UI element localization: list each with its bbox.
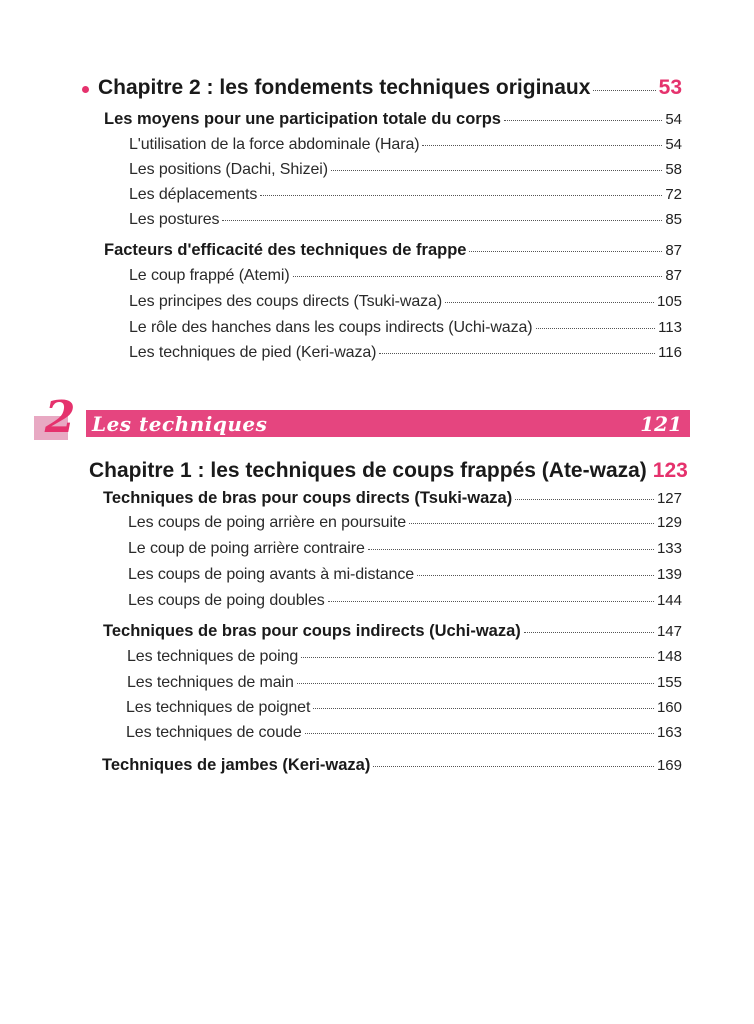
entry-title: Le coup de poing arrière contraire	[128, 540, 365, 557]
entry-page: 85	[665, 211, 682, 228]
toc-entry[interactable]	[128, 540, 682, 558]
toc-entry[interactable]	[129, 319, 682, 337]
section-page: 127	[656, 490, 682, 507]
entry-page: 144	[656, 592, 682, 609]
section-page: 54	[665, 111, 682, 128]
leader-dots	[313, 708, 654, 709]
leader-dots	[504, 120, 662, 121]
leader-dots	[373, 766, 654, 767]
entry-title: Les techniques de pied (Keri-waza)	[129, 344, 377, 361]
toc-entry[interactable]	[129, 136, 682, 154]
toc-section[interactable]	[104, 241, 682, 260]
toc-section[interactable]	[102, 756, 682, 775]
leader-dots	[417, 575, 654, 576]
chapter-page: 53	[658, 76, 682, 99]
section-page: 147	[656, 623, 682, 640]
toc-entry[interactable]	[127, 674, 682, 692]
toc-entry[interactable]	[129, 344, 682, 362]
entry-page: 133	[656, 540, 682, 557]
leader-dots	[368, 549, 654, 550]
part-banner[interactable]	[86, 410, 690, 437]
leader-dots	[297, 683, 654, 684]
entry-title: Les déplacements	[129, 186, 258, 203]
entry-page: 163	[656, 724, 682, 741]
toc-entry[interactable]	[129, 211, 682, 229]
entry-title: Les principes des coups directs (Tsuki-waza)	[129, 293, 443, 310]
toc-chapter-2[interactable]	[82, 76, 682, 100]
section-title: Techniques de bras pour coups indirects (Uchi-waza)	[103, 622, 521, 640]
entry-title: Les techniques de main	[127, 674, 294, 691]
bullet-icon	[82, 86, 89, 93]
leader-dots	[222, 220, 662, 221]
entry-title: Les coups de poing avants à mi-distance	[128, 566, 415, 583]
toc-entry[interactable]	[128, 514, 682, 532]
entry-page: 105	[656, 293, 682, 310]
leader-dots	[305, 733, 654, 734]
entry-page: 155	[656, 674, 682, 691]
leader-dots	[445, 302, 654, 303]
leader-dots	[331, 170, 662, 171]
part-number: 2	[44, 392, 76, 443]
chapter-title: Chapitre 1 : les techniques de coups frappés (Ate-waza)	[89, 459, 647, 482]
chapter-page: 123	[652, 459, 688, 482]
toc-section[interactable]	[103, 489, 682, 508]
toc-chapter-1[interactable]	[80, 459, 688, 483]
entry-title: Le rôle des hanches dans les coups indirects (Uchi-waza)	[129, 319, 533, 336]
leader-dots	[260, 195, 662, 196]
section-title: Techniques de bras pour coups directs (Tsuki-waza)	[103, 489, 513, 507]
leader-dots	[524, 632, 654, 633]
toc-entry[interactable]	[129, 186, 682, 204]
toc-section[interactable]	[103, 622, 682, 641]
leader-dots	[409, 523, 654, 524]
leader-dots	[422, 145, 662, 146]
toc-entry[interactable]	[129, 293, 682, 311]
section-title: Les moyens pour une participation totale du corps	[104, 110, 501, 128]
entry-title: Les coups de poing doubles	[128, 592, 325, 609]
entry-title: Les techniques de coude	[126, 724, 302, 741]
entry-title: Les techniques de poignet	[126, 699, 311, 716]
toc-entry[interactable]	[129, 161, 682, 179]
entry-page: 160	[656, 699, 682, 716]
entry-title: Les positions (Dachi, Shizei)	[129, 161, 328, 178]
toc-entry[interactable]	[128, 592, 682, 610]
entry-page: 129	[656, 514, 682, 531]
leader-dots	[301, 657, 654, 658]
leader-dots	[328, 601, 654, 602]
toc-section[interactable]	[104, 110, 682, 129]
leader-dots	[515, 499, 654, 500]
entry-title: Le coup frappé (Atemi)	[129, 267, 290, 284]
toc-entry[interactable]	[126, 699, 682, 717]
toc-entry[interactable]	[127, 648, 682, 666]
entry-title: Les coups de poing arrière en poursuite	[128, 514, 407, 531]
leader-dots	[293, 276, 663, 277]
toc-entry[interactable]	[129, 267, 682, 285]
entry-page: 87	[665, 267, 682, 284]
leader-dots	[469, 251, 662, 252]
part-page: 121	[640, 411, 682, 436]
entry-page: 54	[665, 136, 682, 153]
chapter-title: Chapitre 2 : les fondements techniques originaux	[98, 76, 591, 99]
section-title: Techniques de jambes (Keri-waza)	[102, 756, 371, 774]
entry-title: L'utilisation de la force abdominale (Hara)	[129, 136, 420, 153]
section-page: 87	[665, 242, 682, 259]
entry-page: 148	[656, 648, 682, 665]
entry-page: 139	[656, 566, 682, 583]
toc-entry[interactable]	[128, 566, 682, 584]
entry-page: 113	[658, 319, 682, 336]
entry-page: 72	[665, 186, 682, 203]
leader-dots	[536, 328, 656, 329]
section-title: Facteurs d'efficacité des techniques de frappe	[104, 241, 467, 259]
section-page: 169	[656, 757, 682, 774]
leader-dots	[379, 353, 655, 354]
toc-entry[interactable]	[126, 724, 682, 742]
entry-page: 58	[665, 161, 682, 178]
leader-dots	[593, 90, 655, 91]
entry-title: Les postures	[129, 211, 220, 228]
entry-page: 116	[658, 344, 682, 361]
part-title: Les techniques	[92, 411, 268, 436]
entry-title: Les techniques de poing	[127, 648, 299, 665]
